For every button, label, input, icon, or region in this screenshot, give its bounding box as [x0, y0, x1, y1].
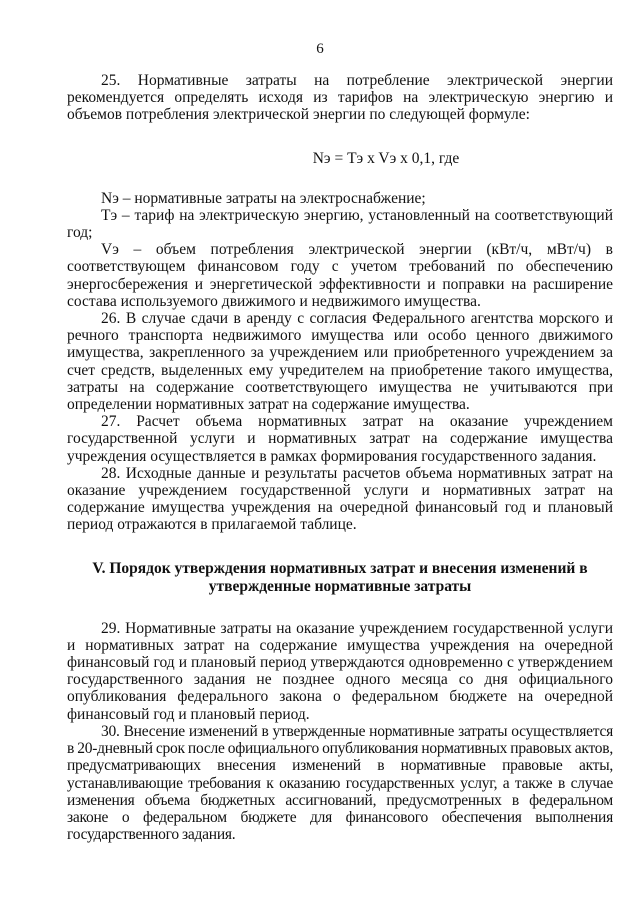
- paragraph-26: 26. В случае сдачи в аренду с согласия Федерального агентства морского и речного транспорта недвижимого имущества или особо ценного движимого имущества, закрепленного за учреждением или приобретенного учреждением за счет средств, выделенных ему учредителем на приобретение такого имущества, затраты на содержание соответствующего имущества не учитываются при определении нормативных затрат на содержание имущества.: [67, 310, 613, 414]
- definition-n: Nэ – нормативные затраты на электроснабжение;: [101, 189, 426, 207]
- formula: Nэ = Tэ x Vэ x 0,1, где: [312, 149, 460, 167]
- paragraph-29: 29. Нормативные затраты на оказание учреждением государственной услуги и нормативных затрат на содержание имущества учреждения на очередной финансовый год и плановый период утверждаются одновременно с утверждением государственного задания не позднее одного месяца со дня официального опубликования федерального закона о федеральном бюджете на очередной финансовый год и плановый период.: [67, 619, 613, 723]
- definition-t: Tэ – тариф на электрическую энергию, установленный на соответствующий год;: [67, 206, 613, 242]
- section-heading-line1: V. Порядок утверждения нормативных затрат и внесения изменений в: [92, 559, 588, 577]
- paragraph-28: 28. Исходные данные и результаты расчетов объема нормативных затрат на оказание учреждением государственной услуги и нормативных затрат на содержание имущества учреждения на очередной финансовый год и плановый период отражаются в прилагаемой таблице.: [67, 464, 613, 534]
- section-heading: [67, 560, 613, 596]
- page-number: 6: [316, 41, 324, 57]
- section-heading-line2: утвержденные нормативные затраты: [208, 577, 472, 595]
- paragraph-30: 30. Внесение изменений в утвержденные нормативные затраты осуществляется в 20-дневный срок после официального опубликования нормативных правовых актов, предусматривающих внесения изменений в нормативные правовые акты, устанавливающие требования к оказанию государственных услуг, а также в случае изменения объема бюджетных ассигнований, предусмотренных в федеральном законе о федеральном бюджете для финансового обеспечения выполнения государственного задания.: [67, 722, 613, 844]
- paragraph-27: 27. Расчет объема нормативных затрат на оказание учреждением государственной услуги и нормативных затрат на содержание имущества учреждения осуществляется в рамках формирования государственного задания.: [67, 413, 613, 465]
- paragraph-25: 25. Нормативные затраты на потребление электрической энергии рекомендуется определять исходя из тарифов на электрическую энергию и объемов потребления электрической энергии по следующей формуле:: [67, 72, 613, 124]
- document-body: [67, 72, 613, 843]
- definition-v: Vэ – объем потребления электрической энергии (кВт/ч, мВт/ч) в соответствующем финансовом году с учетом требований по обеспечению энергосбережения и энергетической эффективности и поправки на расширение состава используемого движимого и недвижимого имущества.: [67, 241, 613, 310]
